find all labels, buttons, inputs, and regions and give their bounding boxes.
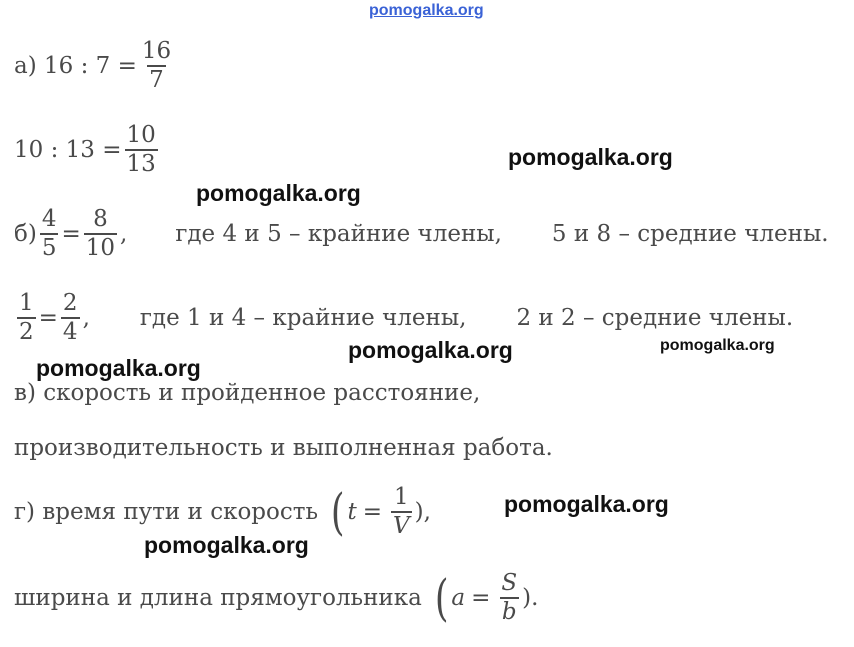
fraction-denominator: 13: [126, 151, 156, 177]
fraction-numerator: 2: [62, 290, 78, 316]
watermark-text: pomogalka.org: [36, 355, 201, 381]
extreme-terms-text: где 4 и 5 – крайние члены,: [175, 220, 502, 247]
fraction-numerator: S: [501, 570, 518, 596]
answer-v-line-1: [14, 382, 480, 405]
watermark-text: pomogalka.org: [504, 491, 669, 517]
answer-v-text-2: производительность и выполненная работа.: [14, 435, 553, 461]
fraction-denominator: 10: [85, 235, 116, 261]
equals-sign: =: [362, 498, 383, 525]
equals-sign: =: [38, 304, 58, 331]
extreme-terms-text: где 1 и 4 – крайние члены,: [139, 304, 467, 331]
answer-a-line-2: [14, 124, 161, 176]
answer-v-line-2: [14, 437, 553, 460]
fraction-4-5: [40, 208, 59, 260]
equals-sign: =: [61, 220, 81, 247]
open-paren: (: [434, 569, 449, 627]
fraction-1-2: [17, 292, 36, 344]
fraction-denominator: b: [501, 599, 517, 625]
answer-v-text-1: в) скорость и пройденное расстояние,: [14, 380, 481, 406]
answer-b-prefix: б): [14, 220, 37, 247]
fraction-numerator: 8: [93, 206, 108, 232]
fraction-numerator: 1: [19, 290, 34, 316]
fraction-10-13: [125, 124, 158, 176]
answer-b-line-1: [14, 208, 829, 260]
watermark-text: pomogalka.org: [196, 180, 361, 206]
fraction-S-b: [499, 572, 519, 624]
fraction-numerator: 4: [41, 206, 57, 232]
open-paren: (: [330, 483, 345, 541]
fraction-denominator: 4: [62, 319, 78, 345]
comma: ,: [120, 220, 128, 247]
watermark-link[interactable]: pomogalka.org: [369, 2, 484, 19]
fraction-denominator: V: [393, 513, 410, 539]
answer-g-line-1: [14, 483, 431, 541]
mean-terms-text: 2 и 2 – средние члены.: [516, 304, 794, 331]
answer-g-line-2: [14, 569, 539, 627]
equals-sign: =: [471, 584, 491, 611]
watermark-text: pomogalka.org: [348, 337, 513, 363]
watermark-text: pomogalka.org: [660, 337, 775, 354]
answer-a-prefix: а) 16 : 7 =: [14, 52, 137, 79]
watermark-text: pomogalka.org: [508, 144, 673, 170]
fraction-denominator: 7: [149, 67, 164, 93]
mean-terms-text: 5 и 8 – средние члены.: [551, 220, 829, 247]
variable-t: t: [347, 498, 357, 525]
fraction-16-7: [140, 40, 173, 92]
answer-g-text-1: г) время пути и скорость: [14, 498, 318, 525]
answer-a-line-1: [14, 40, 176, 92]
fraction-denominator: 2: [19, 319, 34, 345]
comma: ,: [82, 304, 90, 331]
fraction-numerator: 1: [394, 484, 409, 510]
fraction-1-V: [391, 486, 412, 538]
answer-g-text-2: ширина и длина прямоугольника: [14, 584, 422, 611]
closing-paren-comma: ),: [414, 498, 431, 525]
fraction-numerator: 16: [141, 38, 172, 64]
watermark-text: pomogalka.org: [144, 532, 309, 558]
fraction-8-10: [84, 208, 117, 260]
variable-a: a: [451, 584, 466, 611]
fraction-2-4: [61, 292, 80, 344]
closing-paren-period: ).: [522, 584, 539, 611]
fraction-numerator: 10: [126, 122, 156, 148]
answer-a2-prefix: 10 : 13 =: [14, 136, 122, 163]
fraction-denominator: 5: [41, 235, 57, 261]
